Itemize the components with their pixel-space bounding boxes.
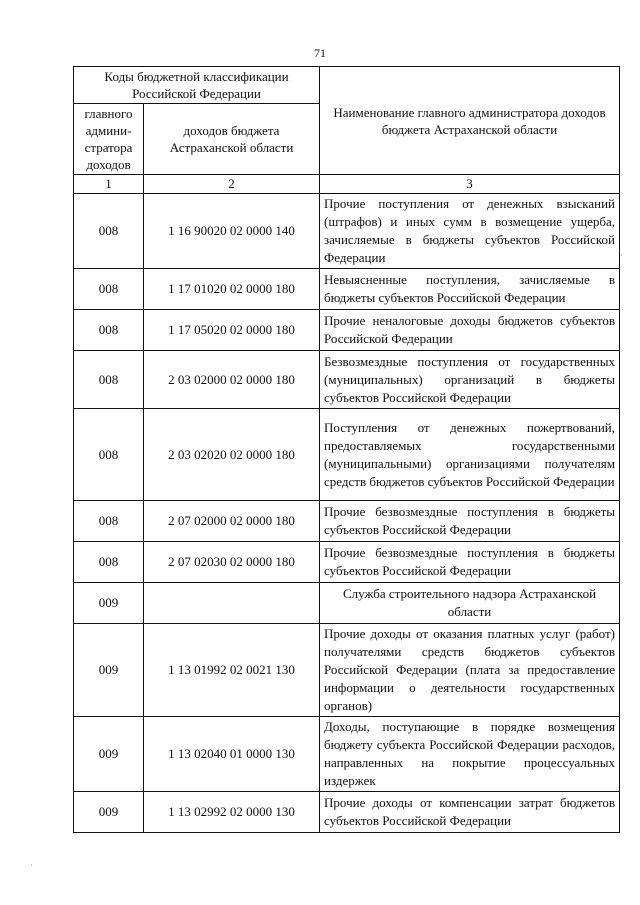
income-name-cell: Прочие безвозмездные поступления в бюджеты субъектов Российской Федерации: [320, 501, 620, 542]
admin-code-cell: 008: [74, 409, 144, 501]
table-row: [74, 501, 620, 542]
table-row: [74, 717, 620, 792]
codes-group-header: Коды бюджетной классификации Российской Федерации: [74, 67, 320, 104]
table-row: [74, 542, 620, 583]
admin-code-cell: 009: [74, 583, 144, 624]
income-code-cell: 2 07 02030 02 0000 180: [144, 542, 320, 583]
column-number-row: [74, 175, 620, 194]
column-number-3: 3: [320, 175, 620, 194]
page-number: 71: [314, 46, 326, 60]
scan-mark: ·: [30, 860, 33, 870]
income-code-cell: 2 03 02000 02 0000 180: [144, 351, 320, 409]
column-number-1: 1: [74, 175, 144, 194]
table-row: [74, 310, 620, 351]
scan-mark: ·: [620, 250, 623, 260]
table-row: [74, 624, 620, 717]
table-row: [74, 792, 620, 833]
income-code-cell: 1 17 05020 02 0000 180: [144, 310, 320, 351]
admin-code-cell: 008: [74, 310, 144, 351]
admin-column-header: главного админи-стратора доходов: [74, 104, 144, 175]
admin-code-cell: 008: [74, 501, 144, 542]
income-code-cell: [144, 583, 320, 624]
budget-codes-table: [73, 66, 620, 833]
table-row: [74, 351, 620, 409]
admin-code-cell: 008: [74, 351, 144, 409]
income-name-cell: Прочие безвозмездные поступления в бюджеты субъектов Российской Федерации: [320, 542, 620, 583]
admin-code-cell: 009: [74, 792, 144, 833]
name-column-header: Наименование главного администратора доходов бюджета Астраханской области: [320, 67, 620, 175]
income-name-cell: Доходы, поступающие в порядке возмещения бюджету субъекта Российской Федерации расходов, направленных на покрытие процессуальных издержек: [320, 717, 620, 792]
admin-code-cell: 008: [74, 542, 144, 583]
table-row: [74, 269, 620, 310]
income-name-cell: Прочие доходы от оказания платных услуг (работ) получателями средств бюджетов субъектов Российской Федерации (плата за предоставление информации о деятельности государственных органов): [320, 624, 620, 717]
income-code-cell: 1 16 90020 02 0000 140: [144, 194, 320, 269]
income-code-cell: 2 03 02020 02 0000 180: [144, 409, 320, 501]
income-code-cell: 2 07 02000 02 0000 180: [144, 501, 320, 542]
administrator-name-cell: Служба строительного надзора Астраханской области: [320, 583, 620, 624]
admin-code-cell: 008: [74, 269, 144, 310]
income-column-header: доходов бюджета Астраханской области: [144, 104, 320, 175]
income-code-cell: 1 13 02992 02 0000 130: [144, 792, 320, 833]
income-code-cell: 1 13 02040 01 0000 130: [144, 717, 320, 792]
table-row: [74, 409, 620, 501]
income-name-cell: Невыясненные поступления, зачисляемые в бюджеты субъектов Российской Федерации: [320, 269, 620, 310]
income-code-cell: 1 17 01020 02 0000 180: [144, 269, 320, 310]
column-number-2: 2: [144, 175, 320, 194]
admin-code-cell: 009: [74, 624, 144, 717]
admin-code-cell: 008: [74, 194, 144, 269]
table-row: [74, 194, 620, 269]
income-code-cell: 1 13 01992 02 0021 130: [144, 624, 320, 717]
income-name-cell: Безвозмездные поступления от государственных (муниципальных) организаций в бюджеты субъектов Российской Федерации: [320, 351, 620, 409]
header-row-group: [74, 67, 620, 104]
income-name-cell: Прочие доходы от компенсации затрат бюджетов субъектов Российской Федерации: [320, 792, 620, 833]
income-name-cell: Прочие поступления от денежных взысканий (штрафов) и иных сумм в возмещение ущерба, зачисляемые в бюджеты субъектов Российской Федерации: [320, 194, 620, 269]
admin-code-cell: 009: [74, 717, 144, 792]
income-name-cell: Поступления от денежных пожертвований, предоставляемых государственными (муниципальными) организациями получателям средств бюджетов субъектов Российской Федерации: [320, 409, 620, 501]
section-row: [74, 583, 620, 624]
income-name-cell: Прочие неналоговые доходы бюджетов субъектов Российской Федерации: [320, 310, 620, 351]
